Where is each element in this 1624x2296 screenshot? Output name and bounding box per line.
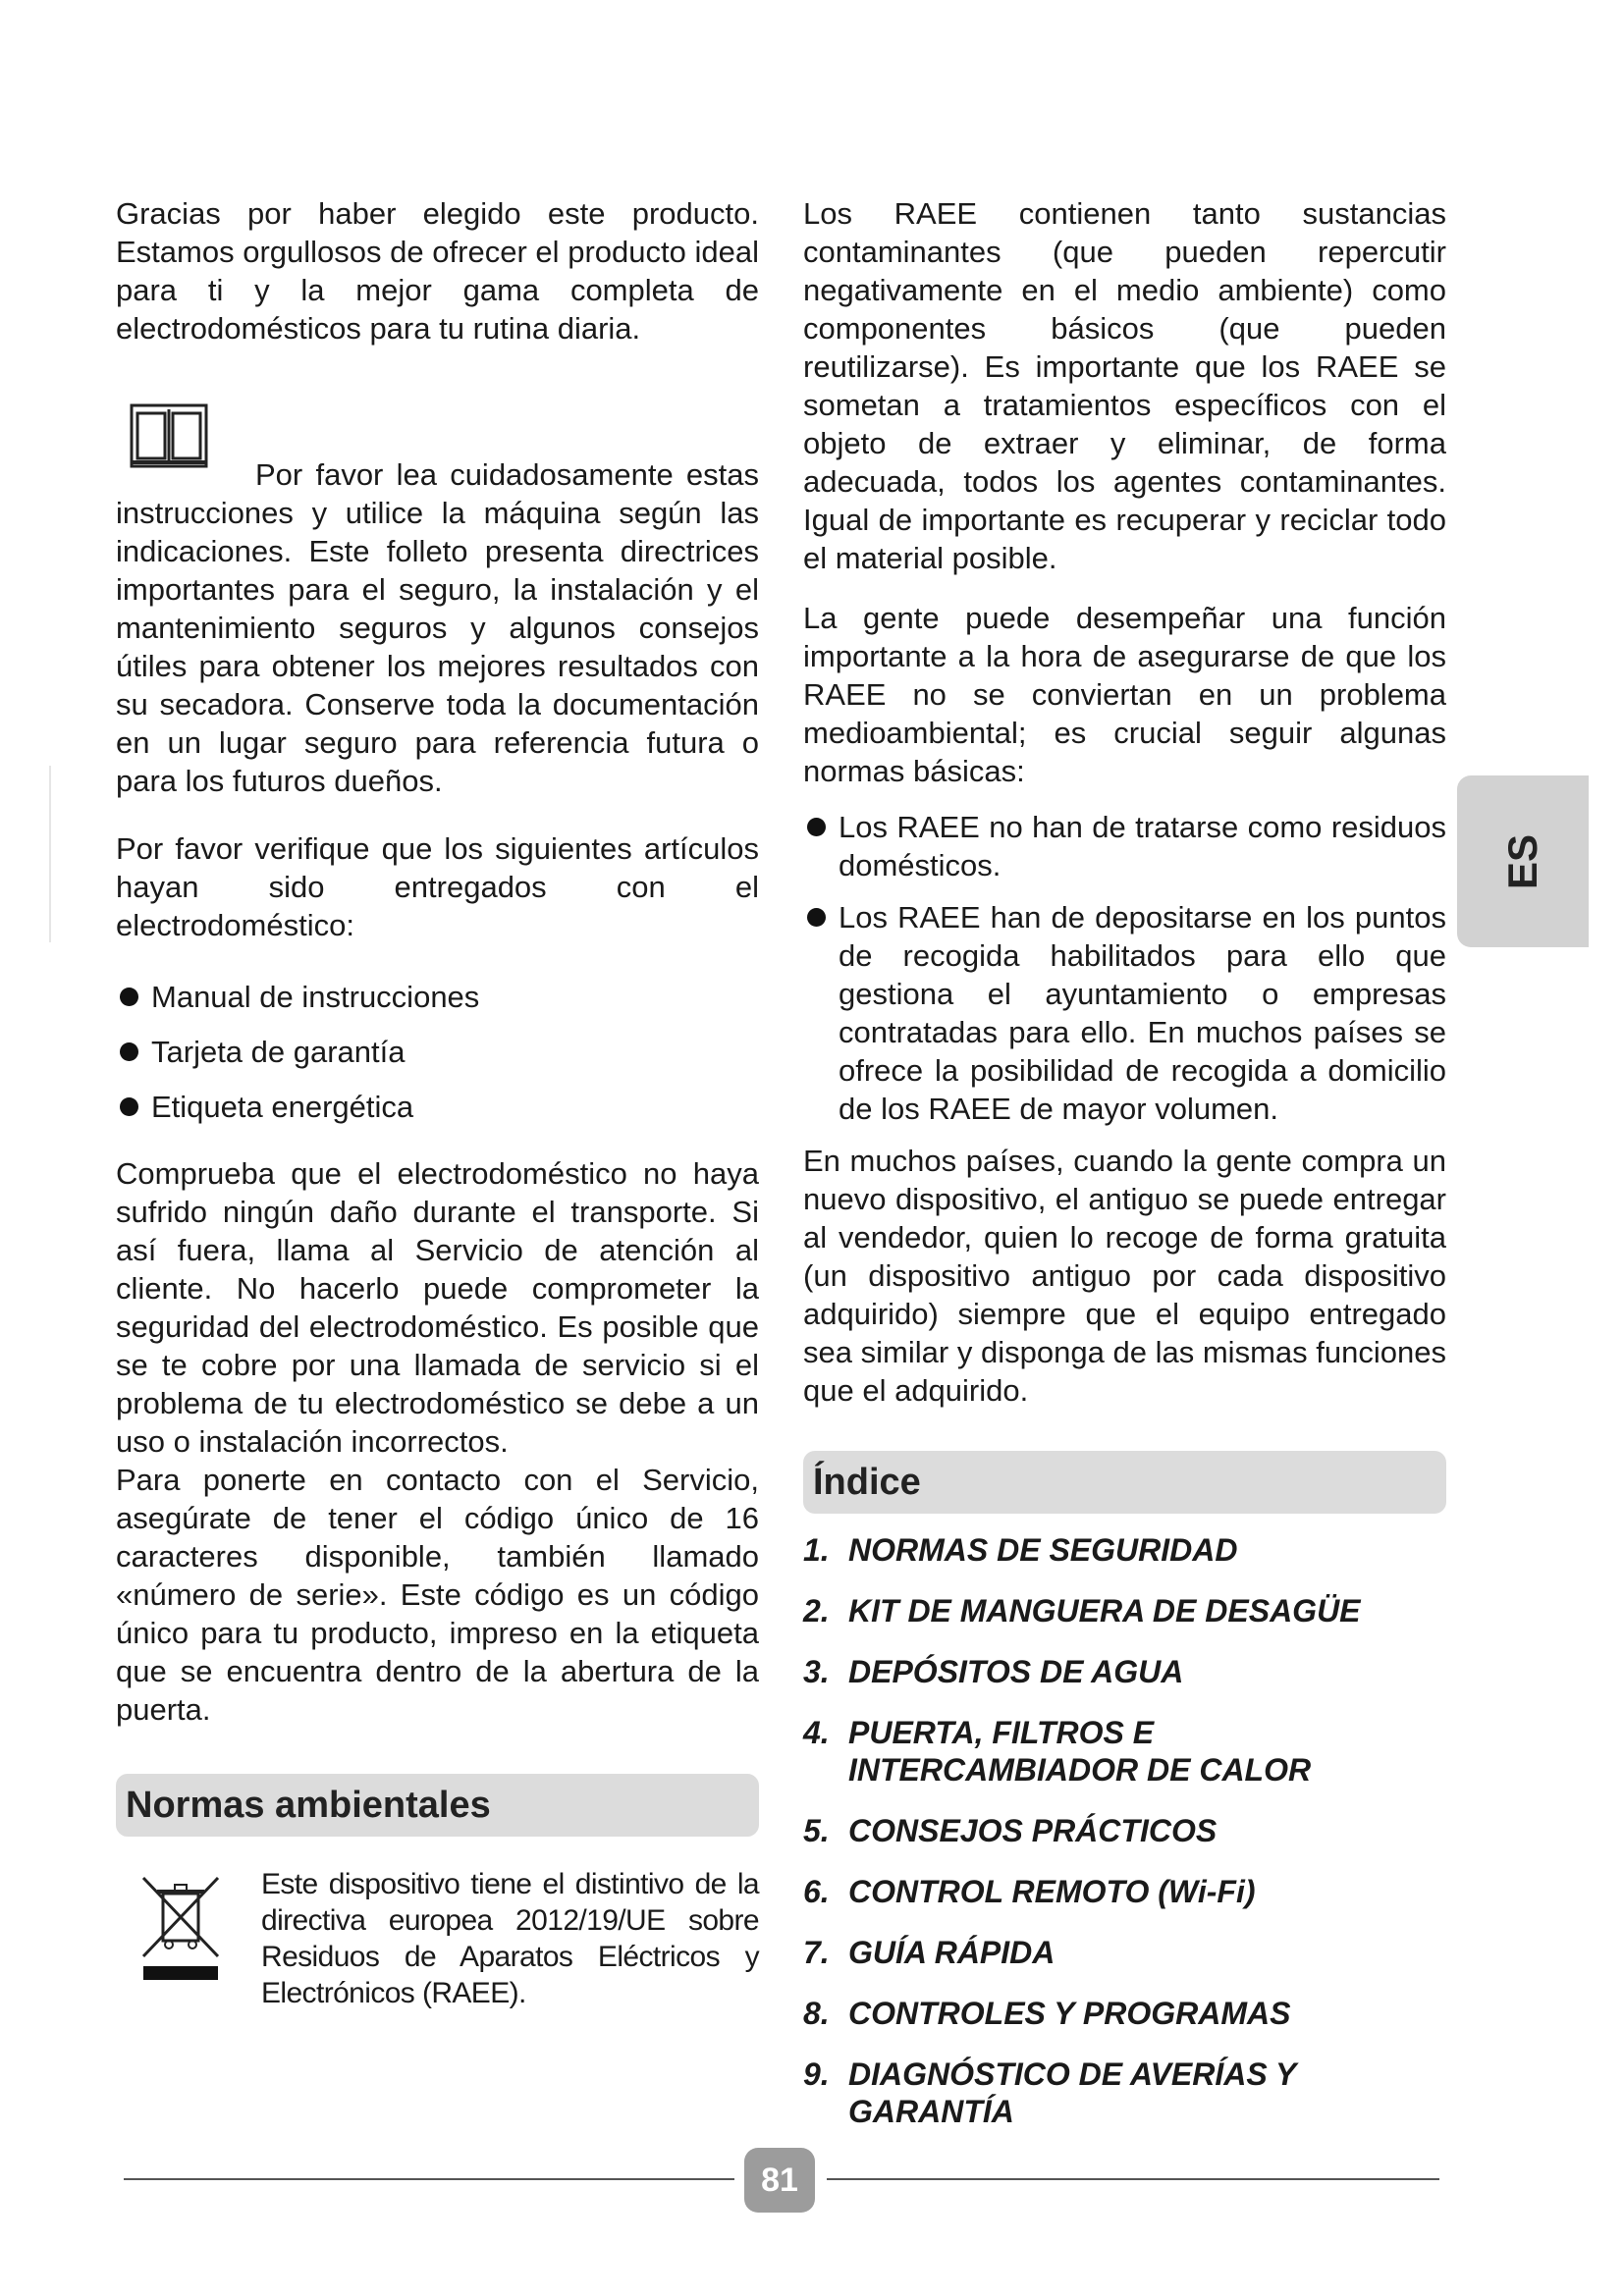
toc-item-water-tanks[interactable]: 3. DEPÓSITOS DE AGUA bbox=[803, 1654, 1184, 1689]
bullet-icon bbox=[807, 818, 826, 836]
toc-item-quick-guide[interactable]: 7. GUÍA RÁPIDA bbox=[803, 1935, 1056, 1970]
environmental-section-title: Normas ambientales bbox=[116, 1774, 759, 1837]
language-tab-label: ES bbox=[1499, 833, 1545, 889]
list-item: Etiqueta energética bbox=[116, 1088, 759, 1126]
raee-paragraph-2: La gente puede desempeñar una función importante a la hora de asegurarse de que los RAEE no se conviertan en un problema medioambiental; es crucial seguir algunas normas básicas: bbox=[803, 601, 1446, 788]
bullet-icon bbox=[807, 908, 826, 927]
weee-paragraph: Este dispositivo tiene el distintivo de la directiva europea 2012/19/UE sobre Residuos de Aparatos Eléctricos y Electrónicos (RAEE). bbox=[261, 1868, 759, 2009]
footer-rule-left bbox=[124, 2178, 734, 2180]
toc-item-troubleshooting[interactable]: 9. DIAGNÓSTICO DE AVERÍAS Y GARANTÍA bbox=[803, 2056, 1296, 2129]
bullet-icon bbox=[120, 1097, 138, 1116]
read-instructions-block bbox=[116, 455, 759, 800]
index-section-title: Índice bbox=[803, 1451, 1446, 1514]
list-item: Tarjeta de garantía bbox=[116, 1033, 759, 1071]
toc-item-practical-tips[interactable]: 5. CONSEJOS PRÁCTICOS bbox=[803, 1813, 1218, 1848]
contact-service-paragraph: Para ponerte en contacto con el Servicio, asegúrate de tener el código único de 16 caracteres disponible, también llamado «número de serie». Este código es un código único para tu producto, impreso en la etiqueta que se encuentra dentro de la abertura de la puerta. bbox=[116, 1463, 759, 1727]
verify-items-paragraph: Por favor verifique que los siguientes artículos hayan sido entregados con el electrodoméstico: bbox=[116, 831, 759, 942]
intro-paragraph: Gracias por haber elegido este producto. Estamos orgullosos de ofrecer el producto ideal para ti y la mejor gama completa de electrodomésticos para tu rutina diaria. bbox=[116, 196, 759, 346]
left-column bbox=[116, 194, 759, 2041]
toc-item-door-filters[interactable]: 4. PUERTA, FILTROS E INTERCAMBIADOR DE CALOR bbox=[803, 1715, 1312, 1788]
toc-item-safety[interactable]: 1. NORMAS DE SEGURIDAD bbox=[803, 1532, 1238, 1568]
bullet-icon bbox=[120, 988, 138, 1006]
table-of-contents bbox=[803, 1531, 1446, 2130]
read-instructions-paragraph: Por favor lea cuidadosamente estas instrucciones y utilice la máquina según las indicaciones. Este folleto presenta directrices importantes para el seguro, la instalación y el mantenimiento seguros y algunos consejos útiles para obtener los mejores resultados con su secadora. Conserve toda la documentación en un lugar seguro para referencia futura o para los futuros dueños. bbox=[116, 457, 759, 798]
margin-mark bbox=[49, 766, 51, 942]
bullet-icon bbox=[120, 1042, 138, 1061]
delivered-items-list bbox=[116, 978, 759, 1126]
raee-rules-list bbox=[803, 808, 1446, 1128]
open-book-icon bbox=[130, 401, 208, 470]
list-item: Manual de instrucciones bbox=[116, 978, 759, 1016]
list-item: Los RAEE no han de tratarse como residuos domésticos. bbox=[803, 808, 1446, 884]
weee-block bbox=[116, 1866, 759, 2011]
language-tab bbox=[1457, 775, 1589, 947]
page-number: 81 bbox=[744, 2148, 815, 2213]
crossed-bin-icon bbox=[139, 1872, 222, 1986]
list-item: Los RAEE han de depositarse en los puntos de recogida habilitados para ello que gestiona el ayuntamiento o empresas contratadas para ello. En muchos países se ofrece la posibilidad de recogida a domicilio de los RAEE de mayor volumen. bbox=[803, 898, 1446, 1128]
footer-rule-right bbox=[827, 2178, 1439, 2180]
check-damage-paragraph: Comprueba que el electrodoméstico no haya sufrido ningún daño durante el transporte. Si así fuera, llama al Servicio de atención al cliente. No hacerlo puede comprometer la seguridad del electrodoméstico. Es posible que se te cobre por una llamada de servicio si el problema de tu electrodoméstico se debe a un uso o instalación incorrectos. bbox=[116, 1156, 759, 1459]
right-column bbox=[803, 194, 1446, 2154]
toc-item-remote-control[interactable]: 6. CONTROL REMOTO (Wi-Fi) bbox=[803, 1874, 1256, 1909]
toc-item-controls-programs[interactable]: 8. CONTROLES Y PROGRAMAS bbox=[803, 1996, 1291, 2031]
toc-item-drain-hose[interactable]: 2. KIT DE MANGUERA DE DESAGÜE bbox=[803, 1593, 1361, 1629]
raee-paragraph-3: En muchos países, cuando la gente compra un nuevo dispositivo, el antiguo se puede entregar al vendedor, quien lo recoge de forma gratuita (un dispositivo antiguo por cada dispositivo adquirido) siempre que el equipo entregado sea similar y disponga de las mismas funciones que el adquirido. bbox=[803, 1144, 1446, 1408]
raee-paragraph-1: Los RAEE contienen tanto sustancias contaminantes (que pueden repercutir negativamente en el medio ambiente) como componentes básicos (que pueden reutilizarse). Es importante que los RAEE se sometan a tratamientos específicos con el objeto de extraer y eliminar, de forma adecuada, todos los agentes contaminantes. Igual de importante es recuperar y reciclar todo el material posible. bbox=[803, 196, 1446, 575]
